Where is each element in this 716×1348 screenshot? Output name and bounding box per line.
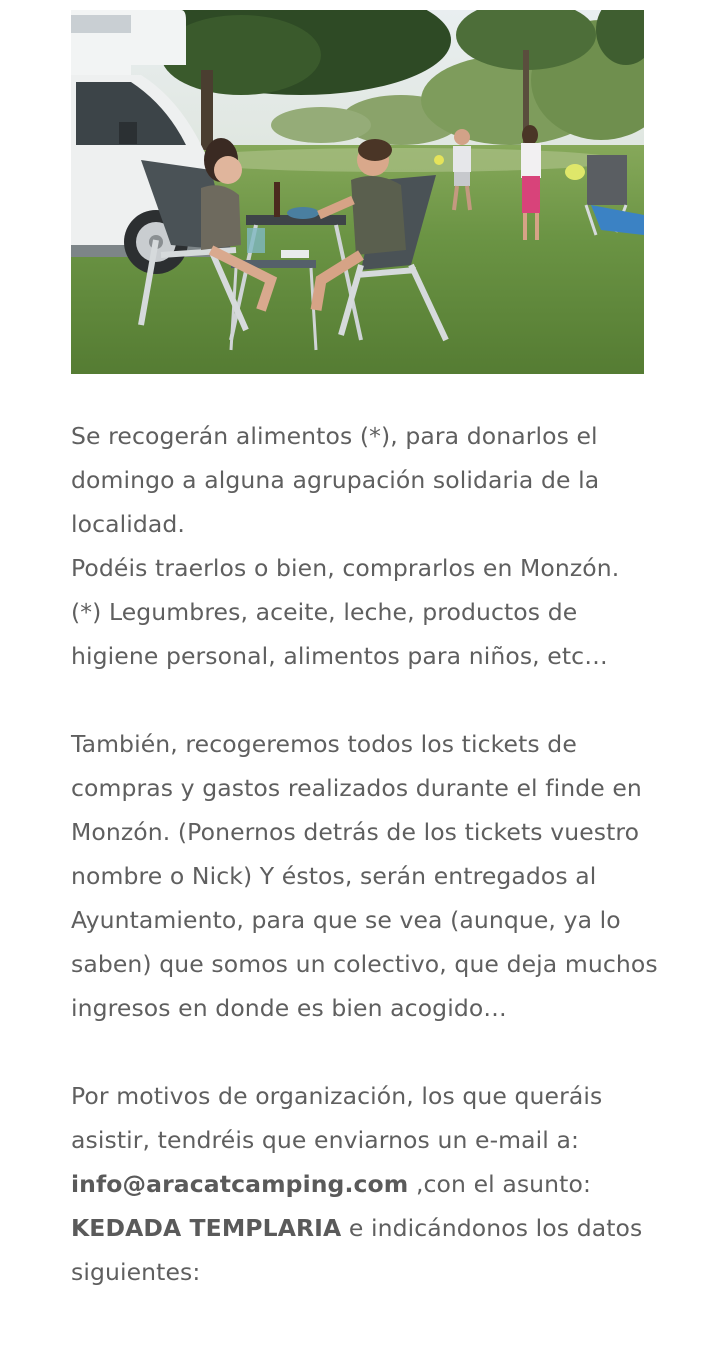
purchase-text: Podéis traerlos o bien, comprarlos en Monzón. [71, 554, 620, 582]
food-list-text: (*) Legumbres, aceite, leche, productos de higiene personal, alimentos para niños, etc… [71, 598, 608, 670]
food-collection-text: Se recogerán alimentos (*), para donarlos el domingo a alguna agrupación solidaria de la localidad. [71, 422, 600, 538]
registration-paragraph [71, 1074, 661, 1294]
registration-intro: Por motivos de organización, los que queráis asistir, tendréis que enviarnos un e-mail a: [71, 1082, 603, 1154]
registration-mid: ,con el asunto: [408, 1170, 591, 1198]
camper-picnic-photo [71, 10, 644, 374]
article-body [71, 414, 661, 1294]
email-subject: KEDADA TEMPLARIA [71, 1214, 342, 1242]
tickets-paragraph: También, recogeremos todos los tickets de compras y gastos realizados durante el finde en Monzón. (Ponernos detrás de los tickets vuestro nombre o Nick) Y éstos, serán entregados al Ayuntamiento, para que se vea (aunque, ya lo saben) que somos un colectivo, que deja muchos ingresos en donde es bien acogido… [71, 730, 658, 1022]
contact-email-link[interactable]: info@aracatcamping.com [71, 1170, 409, 1198]
registration-end: e indicándonos los datos siguientes: [71, 1214, 643, 1286]
food-collection-paragraph [71, 414, 661, 678]
